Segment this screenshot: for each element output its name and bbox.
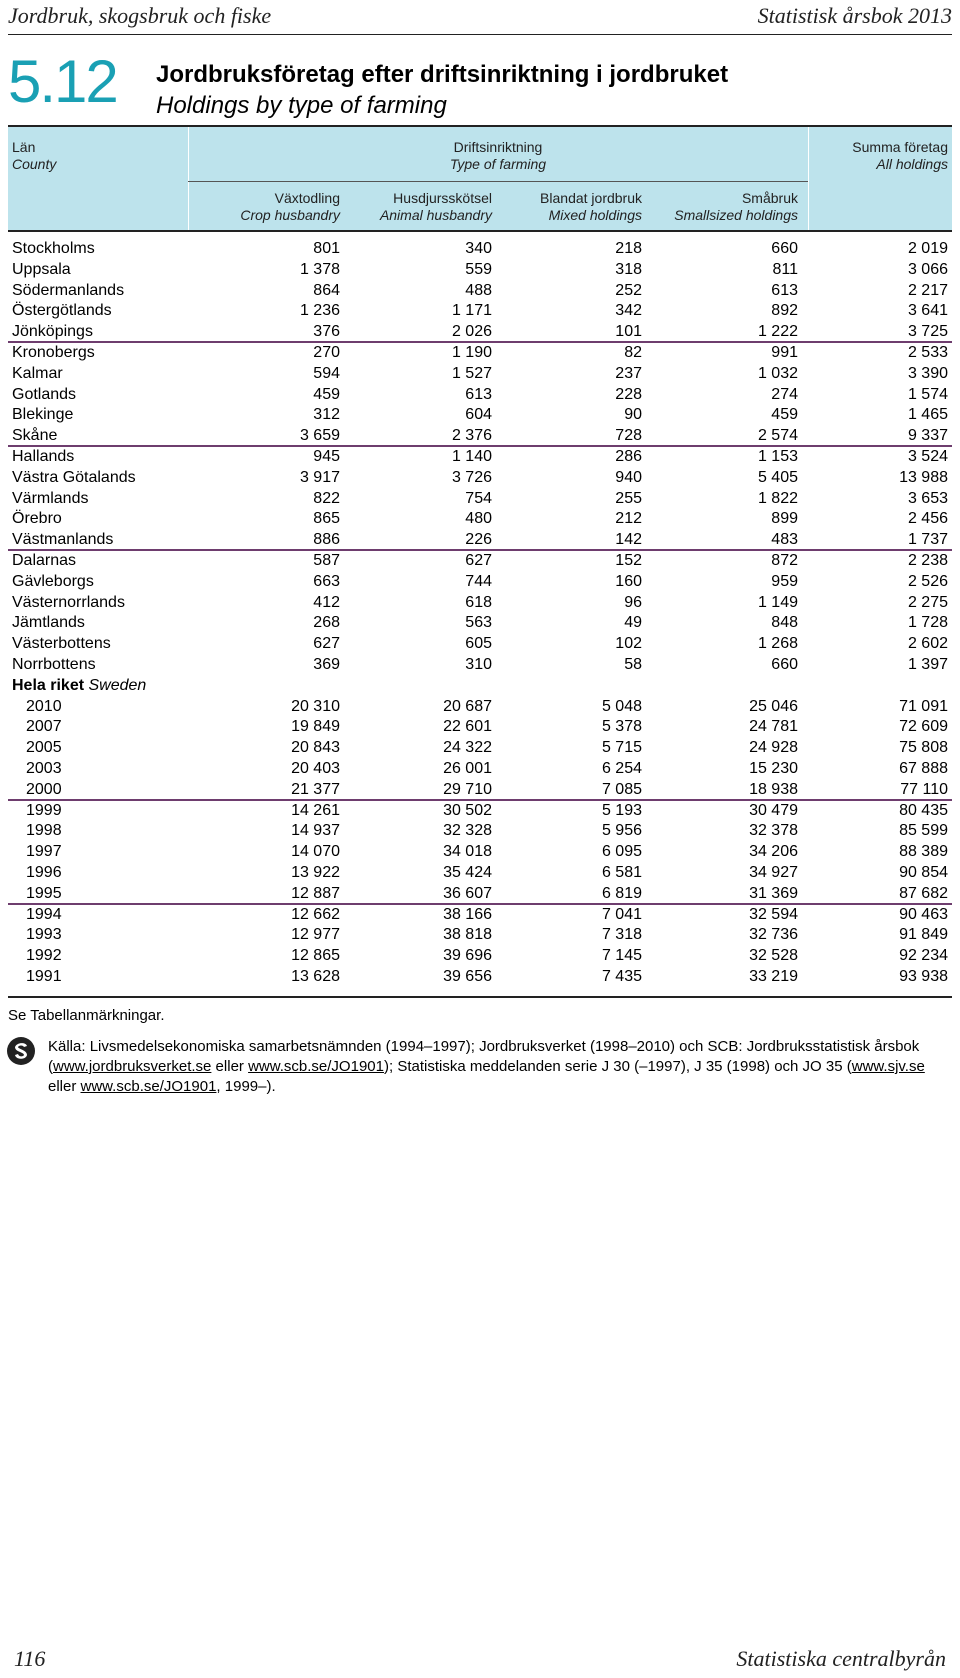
table-cell: 58 bbox=[624, 655, 642, 673]
row-label: Västernorrlands bbox=[12, 593, 125, 611]
table-cell: 67 888 bbox=[899, 759, 948, 777]
table-row bbox=[8, 905, 952, 926]
table-row bbox=[8, 447, 952, 468]
page-header bbox=[8, 0, 952, 35]
table-cell: 32 378 bbox=[749, 822, 798, 840]
column-header-all-holdings bbox=[852, 139, 948, 173]
table-cell: 34 927 bbox=[749, 863, 798, 881]
row-label: Västmanlands bbox=[12, 531, 114, 549]
table-row bbox=[8, 281, 952, 302]
table-cell: 12 865 bbox=[291, 947, 340, 965]
table-cell: 38 818 bbox=[443, 926, 492, 944]
table-cell: 822 bbox=[313, 489, 340, 507]
table-cell: 865 bbox=[313, 510, 340, 528]
table-cell: 32 528 bbox=[749, 947, 798, 965]
table-cell: 660 bbox=[771, 240, 798, 257]
chapter-title: Jordbruk, skogsbruk och fiske bbox=[8, 3, 272, 28]
table-cell: 15 230 bbox=[749, 759, 798, 777]
table-cell: 342 bbox=[615, 302, 642, 320]
table-cell: 5 048 bbox=[601, 697, 642, 715]
table-cell: 20 403 bbox=[291, 759, 340, 777]
table-cell: 39 696 bbox=[443, 947, 492, 965]
table-cell: 872 bbox=[771, 551, 798, 569]
table-cell: 92 234 bbox=[899, 947, 948, 965]
table-cell: 1 171 bbox=[451, 302, 492, 320]
table-cell: 24 928 bbox=[749, 739, 798, 757]
row-label: Kronobergs bbox=[12, 343, 95, 361]
table-cell: 72 609 bbox=[899, 718, 948, 736]
table-cell: 24 322 bbox=[443, 739, 492, 757]
table-cell: 959 bbox=[771, 572, 798, 590]
table-row bbox=[8, 364, 952, 385]
table-row bbox=[8, 509, 952, 530]
table-cell: 90 463 bbox=[899, 905, 948, 923]
table-cell: 480 bbox=[465, 510, 492, 528]
table-cell: 228 bbox=[615, 385, 642, 403]
table-cell: 459 bbox=[771, 406, 798, 424]
table-row bbox=[8, 717, 952, 738]
table-row bbox=[8, 405, 952, 426]
table-row bbox=[8, 884, 952, 905]
table-cell: 255 bbox=[615, 489, 642, 507]
table-cell: 660 bbox=[771, 655, 798, 673]
table-cell: 3 725 bbox=[907, 323, 948, 341]
table-cell: 811 bbox=[772, 260, 798, 278]
table-cell: 613 bbox=[771, 281, 798, 299]
table-cell: 412 bbox=[313, 593, 340, 611]
table-cell: 30 479 bbox=[749, 801, 798, 819]
header-spanner-line bbox=[188, 181, 808, 182]
table-cell: 1 527 bbox=[451, 364, 492, 382]
row-label: Gotlands bbox=[12, 385, 77, 403]
table-cell: 9 337 bbox=[907, 427, 948, 445]
table-cell: 14 261 bbox=[291, 801, 340, 819]
table-row bbox=[8, 821, 952, 842]
table-title-swedish: Jordbruksföretag efter driftsinriktning i jordbruket bbox=[156, 61, 729, 88]
column-header-smallsized bbox=[674, 190, 798, 224]
row-label: Södermanlands bbox=[12, 281, 125, 299]
table-cell: 7 145 bbox=[601, 947, 642, 965]
row-label: Norrbottens bbox=[12, 655, 96, 673]
table-cell: 801 bbox=[313, 240, 340, 257]
link-scb[interactable]: www.scb.se/JO1901 bbox=[248, 1058, 384, 1075]
animal-label-sv: Husdjursskötsel bbox=[393, 190, 492, 206]
table-row bbox=[8, 593, 952, 614]
table-cell: 93 938 bbox=[899, 967, 948, 985]
table-cell: 864 bbox=[313, 281, 340, 299]
table-note: Se Tabellanmärkningar. bbox=[8, 1007, 165, 1024]
table-row bbox=[8, 863, 952, 884]
row-label: Dalarnas bbox=[12, 551, 77, 569]
table-cell: 899 bbox=[771, 510, 798, 528]
table-row bbox=[8, 530, 952, 551]
table-cell: 2 026 bbox=[451, 323, 492, 341]
column-header-crop bbox=[240, 190, 340, 224]
table-cell: 848 bbox=[771, 614, 798, 632]
row-label: 2000 bbox=[26, 780, 62, 798]
table-row bbox=[8, 260, 952, 281]
table-cell: 991 bbox=[771, 343, 798, 361]
table-cell: 318 bbox=[615, 260, 642, 278]
table-cell: 604 bbox=[465, 406, 492, 424]
table-cell: 22 601 bbox=[443, 718, 492, 736]
table-cell: 218 bbox=[615, 240, 642, 257]
table-cell: 21 377 bbox=[291, 780, 340, 798]
table-cell: 1 149 bbox=[757, 593, 798, 611]
table-cell: 12 887 bbox=[291, 884, 340, 902]
page-number: 116 bbox=[14, 1646, 46, 1671]
table-row bbox=[8, 780, 952, 801]
table-cell: 369 bbox=[313, 655, 340, 673]
table-cell: 613 bbox=[465, 385, 492, 403]
source-text-part: Källa: Livsmedelsekonomiska samarbetsnämnden (1994–1997); Jordbruksverket (1998–2010) och SCB: Jordbruksstatistisk årsbok ( bbox=[48, 1038, 920, 1075]
table-cell: 1 378 bbox=[299, 260, 340, 278]
table-cell: 1 236 bbox=[299, 302, 340, 320]
table-row bbox=[8, 426, 952, 447]
table-cell: 2 574 bbox=[757, 427, 798, 445]
table-cell: 1 140 bbox=[451, 447, 492, 465]
table-cell: 1 153 bbox=[757, 447, 798, 465]
column-header-county bbox=[12, 139, 56, 173]
table-cell: 12 662 bbox=[291, 905, 340, 923]
crop-label-sv: Växtodling bbox=[274, 190, 340, 206]
table-cell: 1 268 bbox=[757, 635, 798, 653]
table-cell: 627 bbox=[313, 635, 340, 653]
table-cell: 2 376 bbox=[451, 427, 492, 445]
table-cell: 268 bbox=[313, 614, 340, 632]
table-cell: 87 682 bbox=[899, 884, 948, 902]
table-cell: 7 318 bbox=[601, 926, 642, 944]
table-cell: 376 bbox=[313, 323, 340, 341]
table-row bbox=[8, 697, 952, 718]
source-text bbox=[48, 1037, 928, 1097]
table-cell: 1 574 bbox=[907, 385, 948, 403]
table-cell: 31 369 bbox=[749, 884, 798, 902]
table-cell: 5 956 bbox=[601, 822, 642, 840]
link-jordbruksverket[interactable]: www.jordbruksverket.se bbox=[53, 1058, 212, 1075]
farming-label-en: Type of farming bbox=[449, 156, 547, 172]
table-row bbox=[8, 925, 952, 946]
table-cell: 212 bbox=[615, 510, 642, 528]
table-cell: 77 110 bbox=[900, 780, 948, 798]
column-header-type-of-farming bbox=[188, 139, 808, 173]
row-label: Skåne bbox=[12, 427, 58, 445]
table-cell: 270 bbox=[313, 343, 340, 361]
county-label-sv: Län bbox=[12, 139, 36, 155]
table-cell: 5 715 bbox=[601, 739, 642, 757]
table-cell: 618 bbox=[465, 593, 492, 611]
smallsized-label-en: Smallsized holdings bbox=[674, 207, 798, 223]
table-cell: 13 628 bbox=[291, 967, 340, 985]
row-label: 2007 bbox=[26, 718, 62, 736]
row-label: Östergötlands bbox=[12, 302, 112, 320]
table-cell: 20 687 bbox=[443, 697, 492, 715]
table-cell: 1 397 bbox=[907, 655, 948, 673]
table-cell: 3 917 bbox=[299, 468, 340, 486]
table-cell: 459 bbox=[313, 385, 340, 403]
table-cell: 14 937 bbox=[291, 822, 340, 840]
row-label: 2003 bbox=[26, 759, 62, 777]
table-row bbox=[8, 655, 952, 676]
table-cell: 5 193 bbox=[601, 801, 642, 819]
table-cell: 14 070 bbox=[291, 843, 340, 861]
table-bottom-rule bbox=[8, 996, 952, 998]
table-cell: 39 656 bbox=[443, 967, 492, 985]
animal-label-en: Animal husbandry bbox=[379, 207, 492, 223]
table-cell: 85 599 bbox=[899, 822, 948, 840]
table-row bbox=[8, 738, 952, 759]
table-cell: 945 bbox=[313, 447, 340, 465]
table-cell: 6 254 bbox=[601, 759, 642, 777]
table-header bbox=[8, 125, 952, 232]
table-cell: 2 602 bbox=[907, 635, 948, 653]
row-label: Jönköpings bbox=[12, 323, 93, 341]
table-cell: 2 275 bbox=[907, 593, 948, 611]
table-cell: 7 041 bbox=[601, 905, 642, 923]
table-cell: 80 435 bbox=[899, 801, 948, 819]
smallsized-label-sv: Småbruk bbox=[741, 190, 798, 206]
row-label: 1994 bbox=[26, 905, 62, 923]
table-cell: 587 bbox=[313, 551, 340, 569]
table-cell: 627 bbox=[465, 551, 492, 569]
row-label: 1998 bbox=[26, 822, 62, 840]
table-cell: 312 bbox=[313, 406, 340, 424]
table-cell: 274 bbox=[771, 385, 798, 403]
row-label: Västerbottens bbox=[12, 635, 111, 653]
source-text-part: , 1999–). bbox=[216, 1078, 276, 1095]
all-holdings-label-en: All holdings bbox=[876, 156, 948, 172]
table-row bbox=[8, 322, 952, 343]
table-cell: 2 217 bbox=[907, 281, 948, 299]
row-label: Stockholms bbox=[12, 240, 95, 257]
table-row bbox=[8, 572, 952, 593]
table-cell: 49 bbox=[624, 614, 642, 632]
table-cell: 1 822 bbox=[757, 489, 798, 507]
table-cell: 33 219 bbox=[749, 967, 798, 985]
table-cell: 605 bbox=[465, 635, 492, 653]
table-cell: 237 bbox=[615, 364, 642, 382]
table-cell: 2 238 bbox=[907, 551, 948, 569]
table-cell: 2 019 bbox=[907, 240, 948, 257]
table-cell: 32 328 bbox=[443, 822, 492, 840]
table-cell: 488 bbox=[465, 281, 492, 299]
table-cell: 32 594 bbox=[749, 905, 798, 923]
table-cell: 744 bbox=[465, 572, 492, 590]
table-cell: 12 977 bbox=[291, 926, 340, 944]
crop-label-en: Crop husbandry bbox=[240, 207, 340, 223]
row-label: 1996 bbox=[26, 863, 62, 881]
table-cell: 152 bbox=[615, 551, 642, 569]
row-label: 2005 bbox=[26, 739, 62, 757]
table-row bbox=[8, 489, 952, 510]
row-label: Hallands bbox=[12, 447, 75, 465]
table-cell: 940 bbox=[615, 468, 642, 486]
table-cell: 101 bbox=[615, 323, 642, 341]
table-cell: 82 bbox=[624, 343, 642, 361]
table-cell: 1 737 bbox=[907, 531, 948, 549]
table-cell: 563 bbox=[465, 614, 492, 632]
table-cell: 32 736 bbox=[749, 926, 798, 944]
table-number: 5.12 bbox=[8, 48, 117, 115]
mixed-label-sv: Blandat jordbruk bbox=[540, 190, 642, 206]
table-row bbox=[8, 385, 952, 406]
table-body bbox=[8, 239, 952, 988]
source-text-part: ); Statistiska meddelanden serie J 30 (–1997), J 35 (1998) och JO 35 ( bbox=[383, 1058, 852, 1075]
table-cell: 91 849 bbox=[899, 926, 948, 944]
table-cell: 13 988 bbox=[899, 468, 948, 486]
table-cell: 29 710 bbox=[443, 780, 492, 798]
table-cell: 102 bbox=[615, 635, 642, 653]
table-row bbox=[8, 946, 952, 967]
source-icon bbox=[6, 1036, 36, 1066]
table-row bbox=[8, 634, 952, 655]
table-cell: 226 bbox=[465, 531, 492, 549]
table-row bbox=[8, 801, 952, 822]
table-cell: 35 424 bbox=[443, 863, 492, 881]
table-title-english: Holdings by type of farming bbox=[156, 92, 447, 119]
row-label: 1999 bbox=[26, 801, 62, 819]
table-cell: 34 206 bbox=[749, 843, 798, 861]
table-cell: 1 222 bbox=[757, 323, 798, 341]
yearbook-title: Statistisk årsbok 2013 bbox=[757, 3, 952, 28]
table-row bbox=[8, 551, 952, 572]
header-divider bbox=[808, 127, 809, 230]
table-cell: 663 bbox=[313, 572, 340, 590]
table-cell: 886 bbox=[313, 531, 340, 549]
table-cell: 6 095 bbox=[601, 843, 642, 861]
table-cell: 142 bbox=[615, 531, 642, 549]
table-cell: 252 bbox=[615, 281, 642, 299]
table-cell: 5 405 bbox=[757, 468, 798, 486]
source-text-part: eller bbox=[48, 1078, 81, 1095]
table-cell: 483 bbox=[771, 531, 798, 549]
table-cell: 1 465 bbox=[907, 406, 948, 424]
table-cell: 559 bbox=[465, 260, 492, 278]
all-holdings-label-sv: Summa företag bbox=[852, 139, 948, 155]
table-row bbox=[8, 967, 952, 988]
row-label: Västra Götalands bbox=[12, 468, 136, 486]
table-cell: 6 581 bbox=[601, 863, 642, 881]
table-cell: 754 bbox=[465, 489, 492, 507]
table-cell: 26 001 bbox=[443, 759, 492, 777]
table-row bbox=[8, 239, 952, 260]
table-row bbox=[8, 343, 952, 364]
table-cell: 6 819 bbox=[601, 884, 642, 902]
table-cell: 3 066 bbox=[907, 260, 948, 278]
table-cell: 728 bbox=[615, 427, 642, 445]
mixed-label-en: Mixed holdings bbox=[548, 207, 642, 223]
table-row bbox=[8, 301, 952, 322]
row-label: 1997 bbox=[26, 843, 62, 861]
total-heading bbox=[12, 676, 146, 697]
farming-label-sv: Driftsinriktning bbox=[453, 139, 543, 155]
table-cell: 96 bbox=[624, 593, 642, 611]
table-cell: 20 310 bbox=[291, 697, 340, 715]
row-label: 1992 bbox=[26, 947, 62, 965]
page-footer bbox=[8, 1646, 952, 1674]
table-cell: 18 938 bbox=[749, 780, 798, 798]
publisher-name: Statistiska centralbyrån bbox=[736, 1646, 946, 1671]
table-cell: 20 843 bbox=[291, 739, 340, 757]
table-cell: 88 389 bbox=[899, 843, 948, 861]
total-heading-row bbox=[8, 676, 952, 697]
table-cell: 25 046 bbox=[749, 697, 798, 715]
table-cell: 71 091 bbox=[899, 697, 948, 715]
table-cell: 34 018 bbox=[443, 843, 492, 861]
table-cell: 2 526 bbox=[907, 572, 948, 590]
row-label: Uppsala bbox=[12, 260, 71, 278]
table-cell: 3 390 bbox=[907, 364, 948, 382]
total-heading-en: Sweden bbox=[88, 676, 147, 694]
table-cell: 3 524 bbox=[907, 447, 948, 465]
source-text-part: eller bbox=[211, 1058, 249, 1075]
total-heading-sv: Hela riket bbox=[12, 676, 85, 694]
row-label: Värmlands bbox=[12, 489, 89, 507]
table-cell: 7 085 bbox=[601, 780, 642, 798]
table-cell: 2 456 bbox=[907, 510, 948, 528]
table-cell: 892 bbox=[771, 302, 798, 320]
table-cell: 1 190 bbox=[451, 343, 492, 361]
row-label: Gävleborgs bbox=[12, 572, 94, 590]
table-cell: 19 849 bbox=[291, 718, 340, 736]
table-cell: 3 653 bbox=[907, 489, 948, 507]
table-cell: 30 502 bbox=[443, 801, 492, 819]
row-label: 1993 bbox=[26, 926, 62, 944]
table-row bbox=[8, 613, 952, 634]
row-label: 1995 bbox=[26, 884, 62, 902]
row-label: Blekinge bbox=[12, 406, 74, 424]
county-label-en: County bbox=[12, 156, 57, 172]
table-cell: 90 854 bbox=[899, 863, 948, 881]
link-scb-2[interactable]: www.scb.se/JO1901 bbox=[80, 1078, 217, 1095]
table-row bbox=[8, 842, 952, 863]
table-cell: 160 bbox=[615, 572, 642, 590]
row-label: 1991 bbox=[26, 967, 62, 985]
row-label: Jämtlands bbox=[12, 614, 85, 632]
table-row bbox=[8, 759, 952, 780]
table-cell: 3 641 bbox=[907, 302, 948, 320]
table-cell: 75 808 bbox=[899, 739, 948, 757]
link-sjv[interactable]: www.sjv.se bbox=[851, 1058, 925, 1075]
row-label: 2010 bbox=[26, 697, 62, 715]
column-header-animal bbox=[380, 190, 492, 224]
row-label: Örebro bbox=[12, 510, 62, 528]
table-cell: 38 166 bbox=[443, 905, 492, 923]
table-cell: 2 533 bbox=[907, 343, 948, 361]
table-cell: 594 bbox=[313, 364, 340, 382]
table-cell: 3 726 bbox=[451, 468, 492, 486]
table-cell: 36 607 bbox=[443, 884, 492, 902]
table-cell: 13 922 bbox=[291, 863, 340, 881]
table-cell: 1 032 bbox=[757, 364, 798, 382]
table-cell: 3 659 bbox=[299, 427, 340, 445]
table-cell: 310 bbox=[465, 655, 492, 673]
table-cell: 286 bbox=[615, 447, 642, 465]
table-cell: 7 435 bbox=[601, 967, 642, 985]
table-row bbox=[8, 468, 952, 489]
table-cell: 24 781 bbox=[749, 718, 798, 736]
row-label: Kalmar bbox=[12, 364, 63, 382]
column-header-mixed bbox=[540, 190, 642, 224]
table-cell: 5 378 bbox=[601, 718, 642, 736]
table-cell: 340 bbox=[465, 240, 492, 257]
table-cell: 90 bbox=[624, 406, 642, 424]
table-cell: 1 728 bbox=[907, 614, 948, 632]
